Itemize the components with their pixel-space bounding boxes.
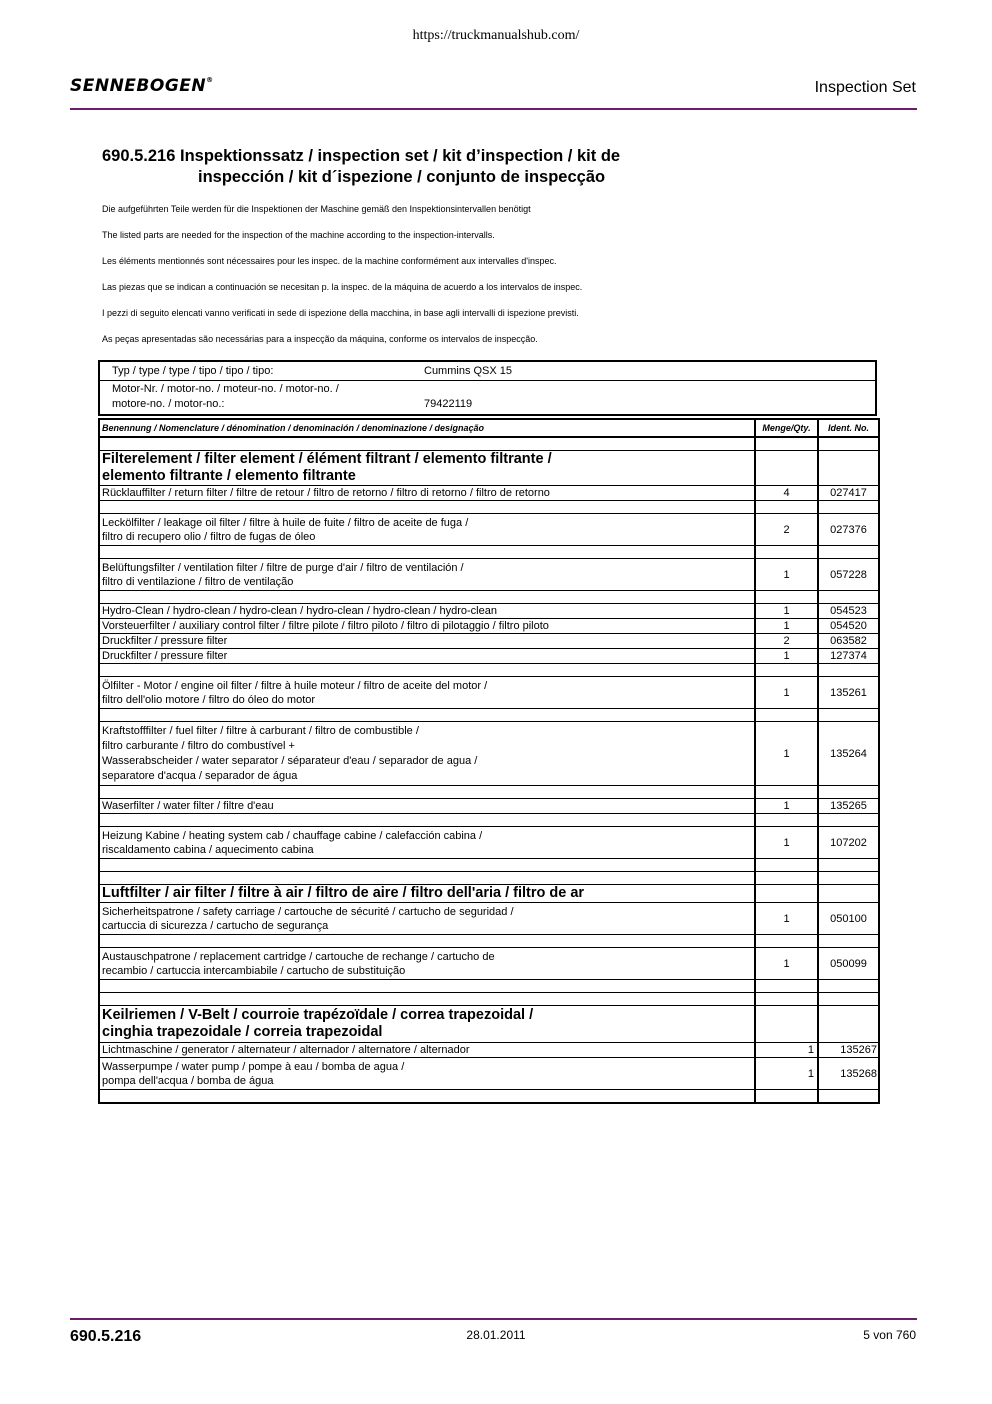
table-row [99,980,879,993]
source-url[interactable]: https://truckmanualshub.com/ [412,28,580,43]
item-quantity: 1 [755,1043,818,1058]
table-row [99,935,879,948]
item-quantity: 1 [755,604,818,619]
document-title [102,146,620,188]
item-description: Druckfilter / pressure filter [99,634,755,649]
table-row [99,814,879,827]
table-row [99,619,879,634]
table-row [99,1058,879,1090]
item-description: Heizung Kabine / heating system cab / chauffage cabine / calefacción cabina / riscaldamento cabina / aquecimento cabina [99,827,755,859]
motor-divider [100,380,875,381]
table-row [99,948,879,980]
item-quantity: 1 [755,948,818,980]
item-ident: 050099 [818,948,879,980]
item-ident: 057228 [818,559,879,591]
item-ident: 135268 [818,1058,879,1090]
item-quantity: 1 [755,559,818,591]
item-quantity: 1 [755,799,818,814]
motor-number-value: 79422119 [424,398,473,410]
item-quantity: 2 [755,634,818,649]
item-quantity: 1 [755,1058,818,1090]
item-description: Leckölfilter / leakage oil filter / filtre à huile de fuite / filtro de aceite de fuga / filtro di recupero olio / filtro de fugas de óleo [99,514,755,546]
table-row [99,786,879,799]
item-quantity: 1 [755,677,818,709]
parts-table [98,418,880,1104]
sennebogen-logo [70,76,214,96]
footer-date: 28.01.2011 [466,1328,526,1342]
item-ident: 054523 [818,604,879,619]
motor-number-label-2: motore-no. / motor-no.: [112,398,225,410]
table-row [99,827,879,859]
item-quantity: 1 [755,649,818,664]
item-ident: 050100 [818,903,879,935]
item-quantity: 4 [755,486,818,501]
item-quantity: 1 [755,619,818,634]
logo-text: SENNEBOGEN [70,76,207,96]
item-description: Hydro-Clean / hydro-clean / hydro-clean / hydro-clean / hydro-clean / hydro-clean [99,604,755,619]
item-ident: 127374 [818,649,879,664]
footer-doc-number: 690.5.216 [70,1328,142,1345]
item-ident: 107202 [818,827,879,859]
header-title: Inspection Set [814,79,916,96]
table-row [99,546,879,559]
table-row [99,872,879,885]
intro-pt: As peças apresentadas são necessárias para a inspecção da máquina, conforme os intervalos de inspecção. [102,334,538,344]
item-description: Kraftstofffilter / fuel filter / filtre à carburant / filtro de combustible / filtro carburante / filtro do combustível + Wasserabscheider / water separator / séparateur d'eau / separador de agua / separatore d'acqua / separador de água [99,722,755,786]
document-title-line2: inspección / kit d´ispezione / conjunto de inspecção [198,168,606,186]
item-description: Ölfilter - Motor / engine oil filter / filtre à huile moteur / filtro de aceite del motor / filtro dell'olio motore / filtro do óleo do motor [99,677,755,709]
intro-es: Las piezas que se indican a continuación se necesitan p. la inspec. de la máquina de acuerdo a los intervalos de inspec. [102,282,583,292]
table-row [99,664,879,677]
table-row [99,501,879,514]
section-air-filter [99,885,879,903]
motor-type-value: Cummins QSX 15 [424,365,513,377]
motor-number-label-1: Motor-Nr. / motor-no. / moteur-no. / motor-no. / [112,383,339,395]
table-row [99,514,879,546]
table-row [99,993,879,1006]
intro-fr: Les éléments mentionnés sont nécessaires pour les inspec. de la machine conformément aux intervalles d'inspec. [102,256,557,266]
intro-it: I pezzi di seguito elencati vanno verificati in sede di ispezione della macchina, in base agli intervalli di ispezione previsti. [102,308,579,318]
item-quantity: 2 [755,514,818,546]
section-v-belt [99,1006,879,1043]
table-row [99,903,879,935]
item-ident: 063582 [818,634,879,649]
table-row [99,486,879,501]
section-title: Keilriemen / V-Belt / courroie trapézoïdale / correa trapezoidal / cinghia trapezoidale / correia trapezoidal [99,1006,755,1043]
table-row [99,649,879,664]
item-quantity: 1 [755,903,818,935]
footer-page-number: 5 von 760 [863,1328,916,1342]
item-quantity: 1 [755,722,818,786]
motor-info-box [98,360,877,416]
motor-type-label: Typ / type / type / tipo / tipo / tipo: [112,365,274,377]
item-ident: 135265 [818,799,879,814]
table-row [99,722,879,786]
table-row [99,437,879,451]
item-ident: 135261 [818,677,879,709]
intro-de: Die aufgeführten Teile werden für die Inspektionen der Maschine gemäß den Inspektionsintervallen benötigt [102,204,531,214]
header-quantity: Menge/Qty. [755,419,818,437]
document-title-line1: 690.5.216 Inspektionssatz / inspection set / kit d’inspection / kit de [102,147,621,165]
item-ident: 135264 [818,722,879,786]
item-description: Austauschpatrone / replacement cartridge / cartouche de rechange / cartucho de recambio / cartuccia intercambiabile / cartucho de substituição [99,948,755,980]
item-ident: 135267 [818,1043,879,1058]
table-row [99,559,879,591]
table-row [99,859,879,872]
table-header-row [99,419,879,437]
header-description: Benennung / Nomenclature / dénomination / denominación / denominazione / designação [99,419,755,437]
item-description: Vorsteuerfilter / auxiliary control filter / filtre pilote / filtro piloto / filtro di pilotaggio / filtro piloto [99,619,755,634]
table-row [99,1090,879,1104]
section-title: Luftfilter / air filter / filtre à air / filtro de aire / filtro dell'aria / filtro de ar [99,885,755,903]
table-row [99,709,879,722]
item-description: Belüftungsfilter / ventilation filter / filtre de purge d'air / filtro de ventilación / filtro di ventilazione / filtro de ventilação [99,559,755,591]
table-row [99,1043,879,1058]
table-row [99,604,879,619]
table-row [99,591,879,604]
header-ident-no: Ident. No. [818,419,879,437]
item-description: Lichtmaschine / generator / alternateur / alternador / alternatore / alternador [99,1043,755,1058]
intro-en: The listed parts are needed for the inspection of the machine according to the inspection-intervalls. [102,230,495,240]
registered-mark-icon: ® [206,76,214,84]
item-ident: 054520 [818,619,879,634]
item-description: Waserfilter / water filter / filtre d'eau [99,799,755,814]
item-description: Druckfilter / pressure filter [99,649,755,664]
item-description: Rücklauffilter / return filter / filtre de retour / filtro de retorno / filtro di retorno / filtro de retorno [99,486,755,501]
item-ident: 027376 [818,514,879,546]
item-description: Sicherheitspatrone / safety carriage / cartouche de sécurité / cartucho de seguridad / cartuccia di sicurezza / cartucho de segurança [99,903,755,935]
table-row [99,634,879,649]
table-row [99,677,879,709]
table-row [99,799,879,814]
item-description: Wasserpumpe / water pump / pompe à eau / bomba de agua / pompa dell'acqua / bomba de água [99,1058,755,1090]
footer-rule [70,1318,917,1320]
header-rule [70,108,917,110]
section-filter-element [99,451,879,486]
item-ident: 027417 [818,486,879,501]
item-quantity: 1 [755,827,818,859]
section-title: Filterelement / filter element / élément filtrant / elemento filtrante / elemento filtrante / elemento filtrante [99,451,755,486]
